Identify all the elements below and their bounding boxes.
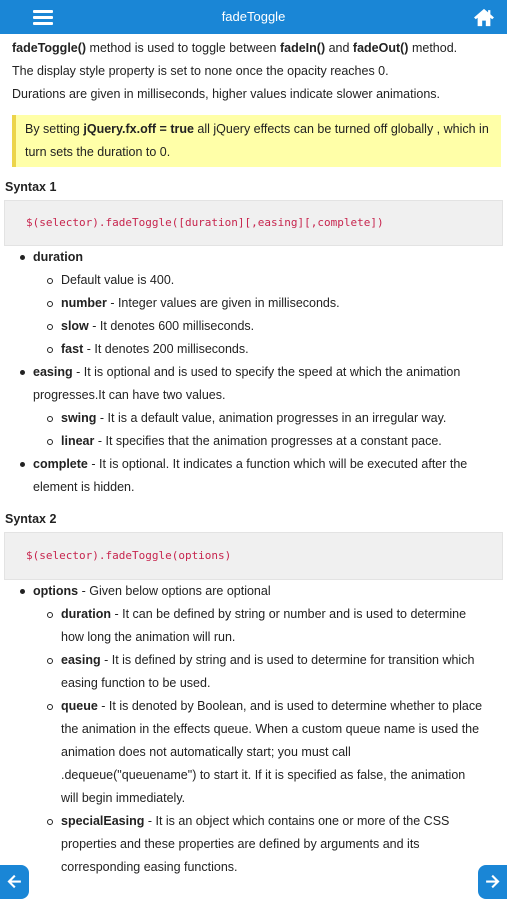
syntax-2-code: $(selector).fadeToggle(options) xyxy=(4,532,503,580)
list-item xyxy=(33,603,493,649)
param-name: duration xyxy=(61,607,111,621)
param-desc: Default value is 400. xyxy=(61,273,175,287)
sub-list xyxy=(33,269,493,361)
intro-paragraph-3: Durations are given in milliseconds, higher values indicate slower animations. xyxy=(12,87,440,101)
home-icon[interactable] xyxy=(473,7,495,27)
param-desc: - Given below options are optional xyxy=(78,584,271,598)
next-page-button[interactable] xyxy=(478,865,507,899)
list-item xyxy=(33,810,493,879)
list-item xyxy=(0,580,507,879)
param-desc: - It can be defined by string or number and is used to determine how long the animation will run. xyxy=(61,607,467,644)
list-item xyxy=(0,361,507,453)
param-name: linear xyxy=(61,434,95,448)
param-name: slow xyxy=(61,319,89,333)
param-desc: - It denotes 600 milliseconds. xyxy=(88,319,255,333)
list-item xyxy=(0,246,507,361)
list-item xyxy=(33,695,493,810)
param-desc: - It is optional. It indicates a function which will be executed after the element is hidden. xyxy=(33,457,468,494)
intro-text: method is used to toggle between xyxy=(86,41,280,55)
param-desc: - It is a default value, animation progresses in an irregular way. xyxy=(96,411,447,425)
list-item xyxy=(33,338,493,361)
syntax-1-params xyxy=(0,246,507,499)
syntax-1-heading: Syntax 1 xyxy=(5,180,57,194)
param-name: easing xyxy=(61,653,101,667)
list-item xyxy=(0,453,507,499)
param-name: number xyxy=(61,296,107,310)
param-desc: - It specifies that the animation progresses at a constant pace. xyxy=(94,434,442,448)
syntax-2-heading: Syntax 2 xyxy=(5,512,57,526)
list-item xyxy=(33,649,493,695)
sub-list xyxy=(33,407,493,453)
article-content xyxy=(0,34,507,879)
param-desc: - It is optional and is used to specify the speed at which the animation progresses.It can have two values. xyxy=(33,365,461,402)
list-item xyxy=(33,430,493,453)
syntax-2-params xyxy=(0,580,507,879)
syntax-1-code: $(selector).fadeToggle([duration][,easing][,complete]) xyxy=(4,200,503,246)
note-text: all jQuery effects can be turned off globally , which in turn sets the duration to 0. xyxy=(25,122,489,159)
note-box xyxy=(12,115,501,167)
fadeout-method: fadeOut() xyxy=(352,41,409,55)
param-name: complete xyxy=(33,457,88,471)
intro-paragraph-2: The display style property is set to none once the opacity reaches 0. xyxy=(12,64,389,78)
note-text: By setting xyxy=(25,122,84,136)
fadein-method: fadeIn() xyxy=(279,41,326,55)
param-name: swing xyxy=(61,411,97,425)
param-name: duration xyxy=(33,250,83,264)
param-name: specialEasing xyxy=(61,814,145,828)
param-desc: - It is an object which contains one or more of the CSS properties and these properties are defined by arguments and its corresponding easing functions. xyxy=(61,814,450,874)
list-item xyxy=(33,292,493,315)
intro-text: and xyxy=(325,41,353,55)
param-desc: - It is defined by string and is used to determine for transition which easing function to be used. xyxy=(61,653,475,690)
param-name: options xyxy=(33,584,79,598)
param-name: fast xyxy=(61,342,84,356)
list-item xyxy=(33,407,493,430)
arrow-right-icon xyxy=(484,873,501,890)
list-item xyxy=(33,315,493,338)
note-code: jQuery.fx.off = true xyxy=(83,122,194,136)
arrow-left-icon xyxy=(6,873,23,890)
previous-page-button[interactable] xyxy=(0,865,29,899)
param-desc: - It is denoted by Boolean, and is used to determine whether to place the animation in the effects queue. When a custom queue name is used the animation does not automatically start; you must call .dequeue("queuename") to start it. If it is specified as false, the animation will begin immediately. xyxy=(61,699,483,805)
param-desc: - It denotes 200 milliseconds. xyxy=(83,342,249,356)
app-header xyxy=(0,0,507,34)
intro-paragraph-1 xyxy=(0,34,507,60)
intro-text: method. xyxy=(408,41,458,55)
param-name: queue xyxy=(61,699,98,713)
param-desc: - Integer values are given in milliseconds. xyxy=(106,296,340,310)
sub-list xyxy=(33,603,493,879)
page-title: fadeToggle xyxy=(221,9,286,24)
list-item xyxy=(33,269,493,292)
param-name: easing xyxy=(33,365,73,379)
method-name: fadeToggle() xyxy=(12,41,87,55)
